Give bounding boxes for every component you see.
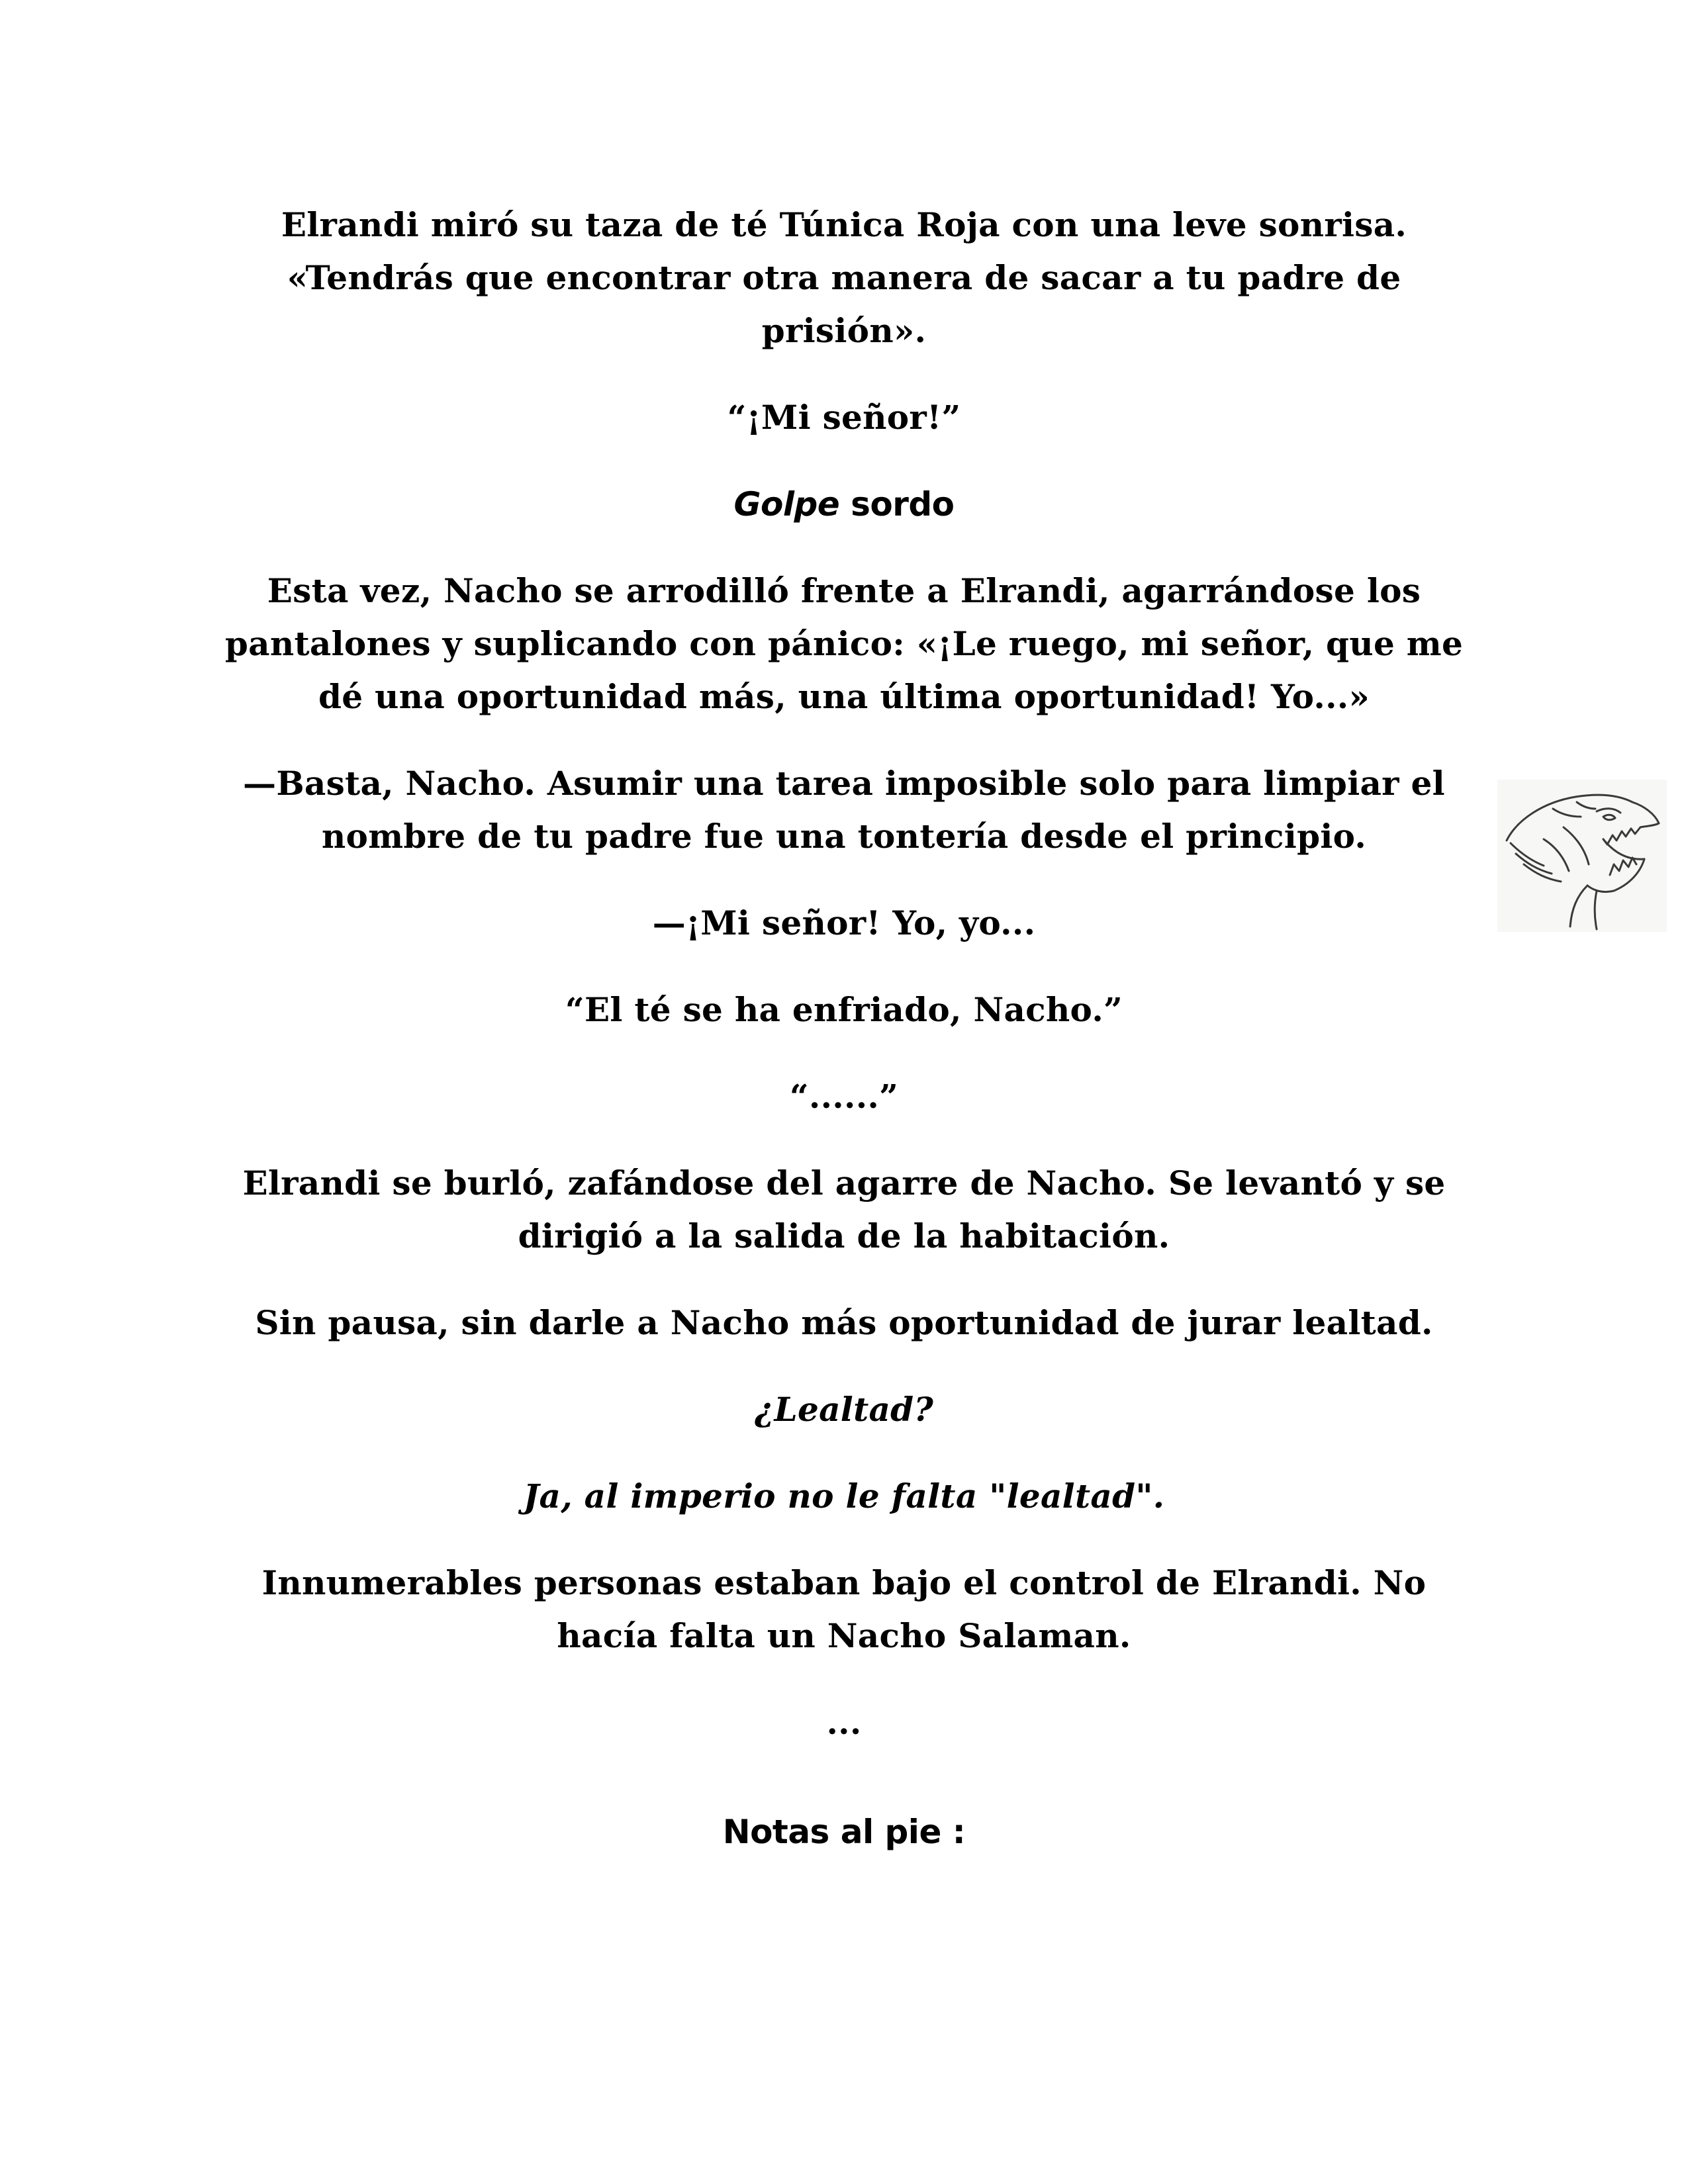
dinosaur-head-sketch-icon — [1497, 780, 1667, 932]
paragraph-1: Elrandi miró su taza de té Túnica Roja con una leve sonrisa. «Tendrás que encontrar otra manera de sacar a tu padre de prisión». — [281, 205, 1407, 350]
spacer — [218, 1783, 1470, 1805]
paragraph-5: —Basta, Nacho. Asumir una tarea imposible solo para limpiar el nombre de tu padre fue una tontería desde el principio. — [243, 764, 1445, 856]
dinosaur-head-svg — [1497, 780, 1667, 932]
paragraph-8: “......” — [789, 1077, 899, 1116]
paragraph-4: Esta vez, Nacho se arrodilló frente a Elrandi, agarrándose los pantalones y suplicando con pánico: «¡Le ruego, mi señor, que me dé una oportunidad más, una última oportunidad! Yo...» — [224, 571, 1464, 716]
footnotes-heading: Notas al pie : — [722, 1813, 966, 1851]
paragraph-6: —¡Mi señor! Yo, yo... — [652, 903, 1036, 942]
paragraph-12: Ja, al imperio no le falta "lealtad". — [523, 1477, 1165, 1516]
paragraph-7: “El té se ha enfriado, Nacho.” — [565, 990, 1123, 1029]
paragraph-3-rest: sordo — [839, 485, 955, 523]
paragraph-11: ¿Lealtad? — [754, 1390, 934, 1429]
document-body — [218, 199, 1470, 1892]
paragraph-3 — [218, 478, 1470, 531]
paragraph-9: Elrandi se burló, zafándose del agarre de Nacho. Se levantó y se dirigió a la salida de la habitación. — [242, 1163, 1446, 1255]
paragraph-13: Innumerables personas estaban bajo el control de Elrandi. No hacía falta un Nacho Salaman. — [261, 1563, 1427, 1655]
paragraph-3-italic: Golpe — [733, 485, 840, 523]
paragraph-14: ... — [826, 1703, 862, 1742]
paragraph-2: “¡Mi señor!” — [727, 398, 961, 437]
paragraph-10: Sin pausa, sin darle a Nacho más oportunidad de jurar lealtad. — [255, 1303, 1433, 1342]
